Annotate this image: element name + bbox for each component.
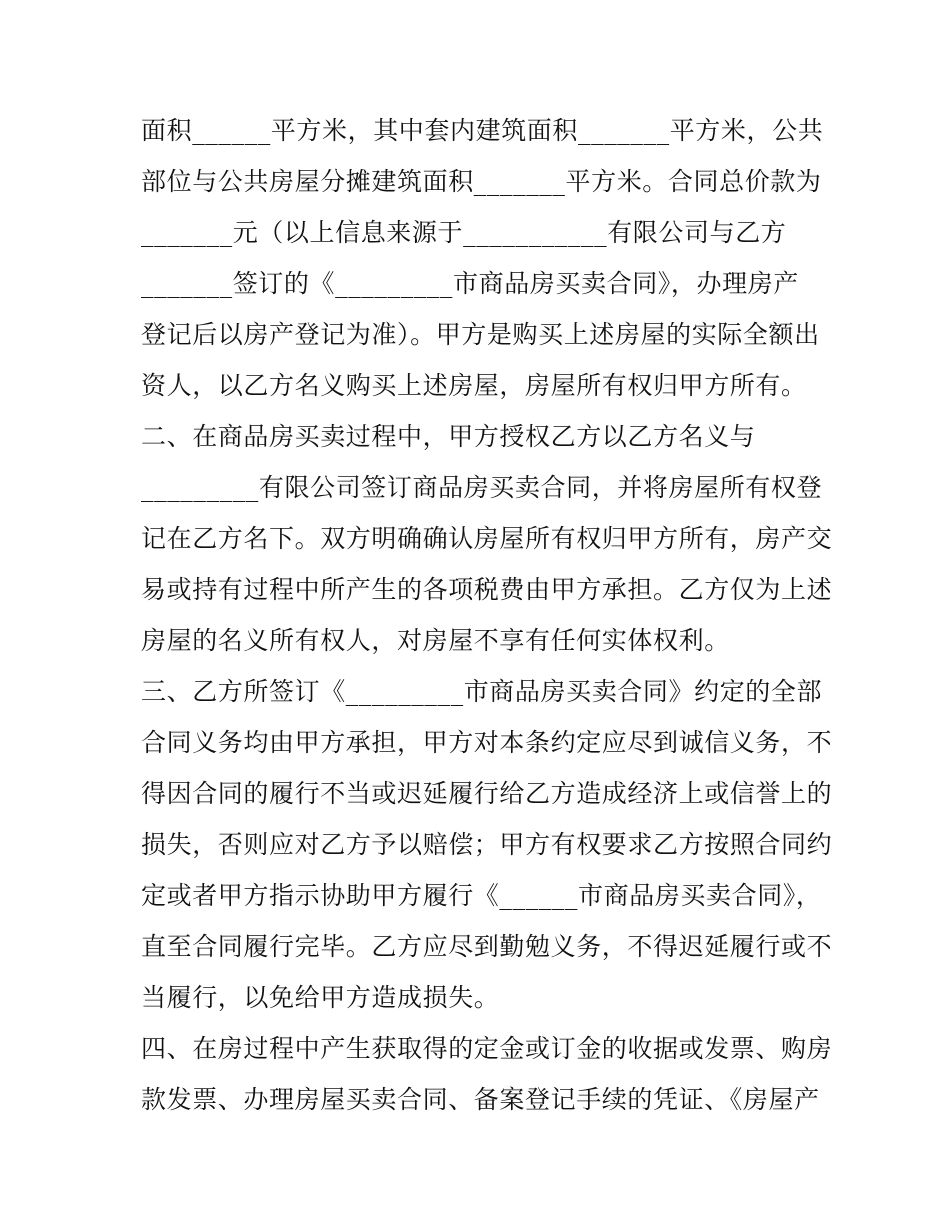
clause-3-first-line: 三、乙方所签订《_________市商品房买卖合同》约定的全部 — [141, 677, 823, 706]
text-line: 记在乙方名下。双方明确确认房屋所有权归甲方所有，房产交 — [141, 524, 833, 553]
clause-4-first-line: 四、在房过程中产生获取得的定金或订金的收据或发票、购房 — [141, 1034, 833, 1063]
text-line: _______签订的《_________市商品房买卖合同》，办理房产 — [141, 269, 799, 298]
clause-2-first-line: 二、在商品房买卖过程中，甲方授权乙方以乙方名义与 — [141, 422, 756, 451]
text-line: 登记后以房产登记为准）。甲方是购买上述房屋的实际全额出 — [141, 320, 820, 349]
text-line: 款发票、办理房屋买卖合同、备案登记手续的凭证、《房屋产 — [141, 1085, 820, 1114]
text-line: 易或持有过程中所产生的各项税费由甲方承担。乙方仅为上述 — [141, 575, 833, 604]
text-line: _______元（以上信息来源于___________有限公司与乙方 — [141, 218, 787, 247]
text-line: 资人，以乙方名义购买上述房屋，房屋所有权归甲方所有。 — [141, 371, 807, 400]
text-line: 损失，否则应对乙方予以赔偿；甲方有权要求乙方按照合同约 — [141, 830, 833, 859]
text-line: 得因合同的履行不当或迟延履行给乙方造成经济上或信誉上的 — [141, 779, 833, 808]
text-line: _________有限公司签订商品房买卖合同，并将房屋所有权登 — [141, 473, 823, 502]
text-line: 面积______平方米，其中套内建筑面积_______平方米，公共 — [141, 116, 824, 145]
contract-body-text — [141, 105, 833, 1125]
text-line: 直至合同履行完毕。乙方应尽到勤勉义务，不得迟延履行或不 — [141, 932, 833, 961]
text-line: 部位与公共房屋分摊建筑面积_______平方米。合同总价款为 — [141, 167, 822, 196]
text-line: 房屋的名义所有权人，对房屋不享有任何实体权利。 — [141, 626, 730, 655]
text-line: 合同义务均由甲方承担，甲方对本条约定应尽到诚信义务，不 — [141, 728, 833, 757]
text-line: 当履行，以免给甲方造成损失。 — [141, 983, 500, 1012]
text-line: 定或者甲方指示协助甲方履行《______市商品房买卖合同》， — [141, 881, 822, 910]
